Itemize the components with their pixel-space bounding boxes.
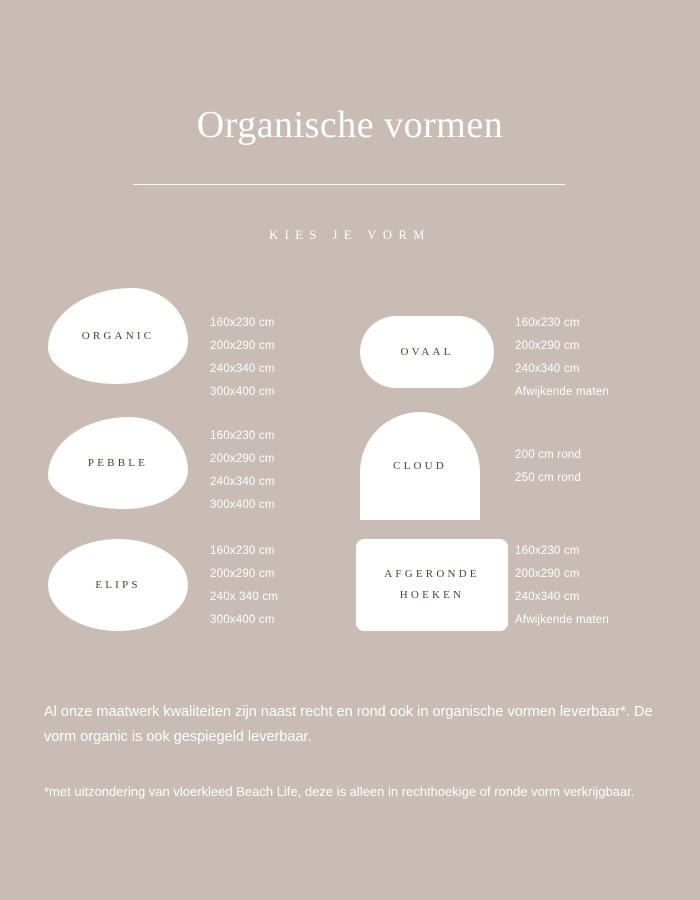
footer-paragraph: Al onze maatwerk kwaliteiten zijn naast recht en rond ook in organische vormen leverbaar*. De vorm organic is ook gespiegeld leverbaar.: [44, 704, 653, 745]
organic-shape-label: ORGANIC: [81, 329, 155, 342]
list-item: 240x340 cm: [210, 363, 275, 375]
shape-card-organic[interactable]: [48, 288, 188, 384]
shape-grid: [0, 280, 700, 660]
afgeronde-hoeken-label-line1: AFGERONDE: [384, 568, 480, 581]
list-item: 240x340 cm: [515, 591, 580, 603]
page-title: Organische vormen: [196, 104, 504, 146]
ovaal-shape: [360, 316, 494, 388]
list-item: 240x 340 cm: [210, 591, 279, 603]
afgeronde-hoeken-shape-label: [356, 539, 508, 631]
shape-card-ovaal[interactable]: [360, 316, 494, 388]
list-item: 160x230 cm: [210, 430, 275, 442]
list-item: 200x290 cm: [210, 340, 275, 352]
list-item: 160x230 cm: [210, 317, 275, 329]
list-item: Afwijkende maten: [515, 386, 609, 398]
shape-card-pebble[interactable]: [48, 417, 188, 509]
footer-note: *met uitzondering van vloerkleed Beach Life, deze is alleen in rechthoekige of ronde vorm verkrijgbaar.: [44, 784, 635, 799]
list-item: 200x290 cm: [210, 453, 275, 465]
ovaal-shape-label: OVAAL: [400, 345, 454, 358]
ovaal-size-list: [515, 312, 609, 404]
list-item: 250 cm rond: [515, 472, 582, 484]
shape-card-cloud[interactable]: [360, 412, 480, 520]
list-item: 240x340 cm: [210, 476, 275, 488]
list-item: 300x400 cm: [210, 614, 275, 626]
list-item: 240x340 cm: [515, 363, 580, 375]
organic-shape: [48, 288, 188, 384]
cloud-size-list: [515, 444, 581, 490]
list-item: 160x230 cm: [515, 317, 580, 329]
pebble-shape: [48, 417, 188, 509]
list-item: 200 cm rond: [515, 449, 582, 461]
page-subtitle: KIES JE VORM: [269, 228, 431, 242]
pebble-shape-label: PEBBLE: [87, 456, 149, 469]
list-item: 200x290 cm: [515, 340, 580, 352]
afgeronde-hoeken-label-line2: HOEKEN: [399, 589, 465, 601]
afgeronde-hoeken-shape: [356, 539, 508, 631]
elips-size-list: [210, 540, 278, 632]
list-item: 160x230 cm: [515, 545, 580, 557]
pebble-size-list: [210, 425, 275, 517]
afgeronde-hoeken-size-list: [515, 540, 609, 632]
footer-text: [44, 700, 664, 803]
list-item: 300x400 cm: [210, 386, 275, 398]
elips-shape: [48, 539, 188, 631]
organic-size-list: [210, 312, 275, 404]
list-item: 200x290 cm: [210, 568, 275, 580]
list-item: Afwijkende maten: [515, 614, 609, 626]
shape-card-afgeronde-hoeken[interactable]: [356, 539, 508, 631]
list-item: 160x230 cm: [210, 545, 275, 557]
shape-card-elips[interactable]: [48, 539, 188, 631]
cloud-shape-label: CLOUD: [393, 459, 447, 472]
elips-shape-label: ELIPS: [95, 578, 141, 591]
list-item: 300x400 cm: [210, 499, 275, 511]
list-item: 200x290 cm: [515, 568, 580, 580]
title-divider: [133, 184, 565, 185]
cloud-shape: [360, 412, 480, 520]
